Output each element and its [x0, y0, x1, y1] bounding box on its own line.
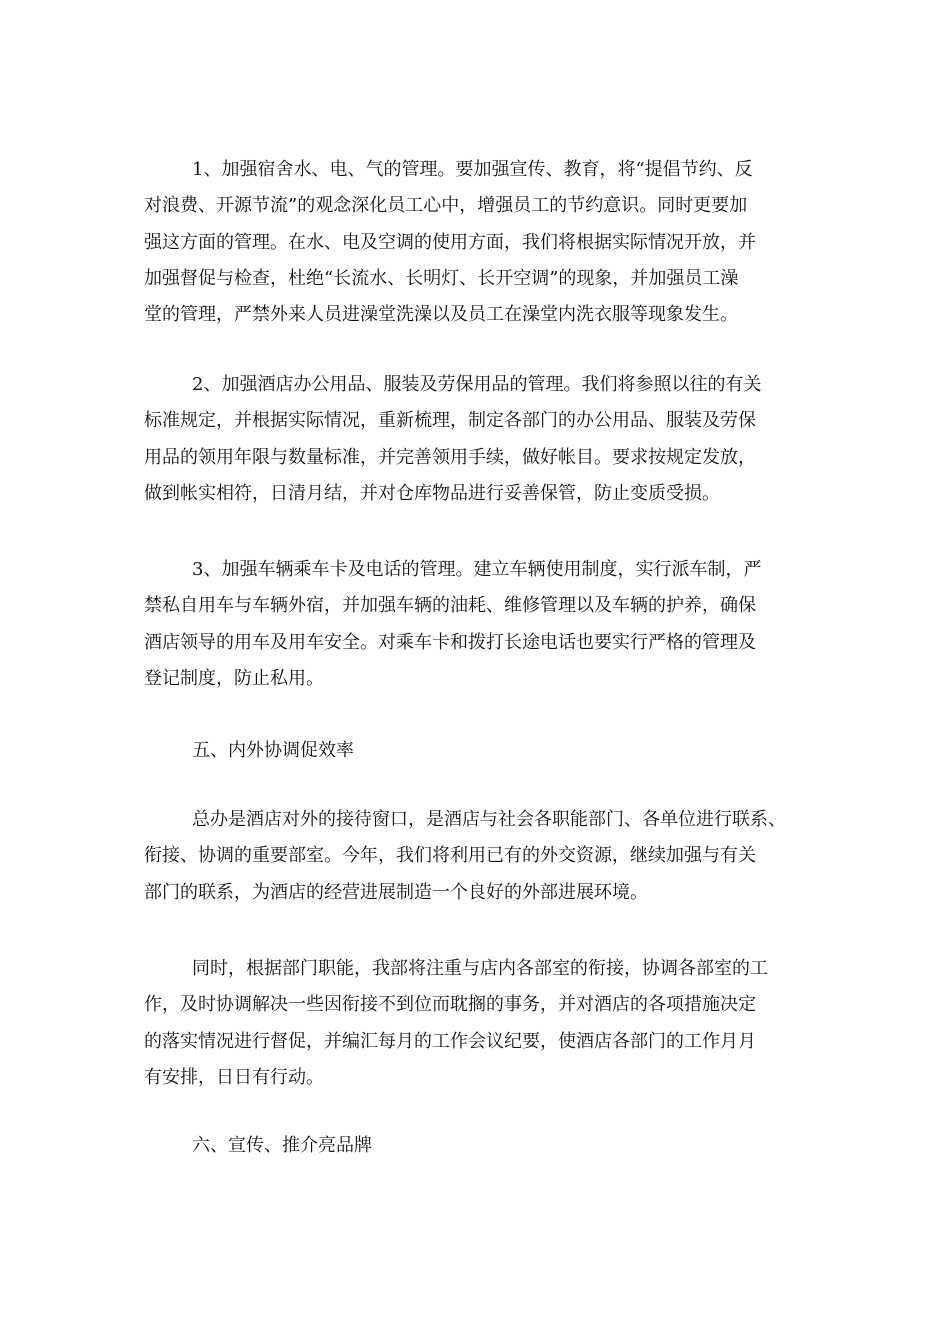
text-line: 部门的联系，为酒店的经营进展制造一个良好的外部进展环境。 — [144, 881, 648, 903]
text-line: 有安排，日日有行动。 — [144, 1066, 324, 1088]
paragraph-dormitory-utilities — [144, 152, 824, 333]
text-line: 禁私自用车与车辆外宿，并加强车辆的油耗、维修管理以及车辆的护养，确保 — [144, 595, 756, 617]
text-line: 酒店领导的用车及用车安全。对乘车卡和拨打长途电话也要实行严格的管理及 — [144, 631, 756, 653]
text-line: 堂的管理，严禁外来人员进澡堂洗澡以及员工在澡堂内洗衣服等现象发生。 — [144, 304, 738, 326]
text-line: 作，及时协调解决一些因衔接不到位而耽搁的事务，并对酒店的各项措施决定 — [144, 994, 756, 1016]
text-line: 登记制度，防止私用。 — [144, 667, 324, 689]
text-line: 1、加强宿舍水、电、气的管理。要加强宣传、教育，将“提倡节约、反 — [192, 159, 753, 180]
text-line: 2、加强酒店办公用品、服装及劳保用品的管理。我们将参照以往的有关 — [192, 374, 762, 395]
text-line: 用品的领用年限与数量标准，并完善领用手续，做好帐目。要求按规定发放， — [144, 446, 756, 468]
text-line: 做到帐实相符，日清月结，并对仓库物品进行妥善保管，防止变质受损。 — [144, 482, 720, 504]
paragraph-office-supplies — [144, 367, 824, 512]
section-heading-six: 六、宣传、推介亮品牌 — [192, 1135, 372, 1156]
text-line: 3、加强车辆乘车卡及电话的管理。建立车辆使用制度，实行派车制，严 — [192, 559, 762, 580]
text-line: 的落实情况进行督促，并编汇每月的工作会议纪要，使酒店各部门的工作月月 — [144, 1030, 756, 1052]
text-line: 标准规定，并根据实际情况，重新梳理，制定各部门的办公用品、服装及劳保 — [144, 410, 756, 432]
paragraph-external-coordination — [144, 802, 824, 911]
text-line: 强这方面的管理。在水、电及空调的使用方面，我们将根据实际情况开放，并 — [144, 231, 756, 253]
section-heading-five: 五、内外协调促效率 — [192, 740, 354, 761]
text-line: 同时，根据部门职能，我部将注重与店内各部室的衔接，协调各部室的工 — [192, 958, 768, 979]
paragraph-vehicle-management — [144, 552, 824, 697]
paragraph-internal-coordination — [144, 951, 824, 1096]
text-line: 衔接、协调的重要部室。今年，我们将利用已有的外交资源，继续加强与有关 — [144, 845, 756, 867]
text-line: 对浪费、开源节流”的观念深化员工心中，增强员工的节约意识。同时更要加 — [144, 195, 748, 217]
text-line: 加强督促与检查，杜绝“长流水、长明灯、长开空调”的现象，并加强员工澡 — [144, 267, 739, 289]
text-line: 总办是酒店对外的接待窗口，是酒店与社会各职能部门、各单位进行联系、 — [192, 809, 786, 830]
